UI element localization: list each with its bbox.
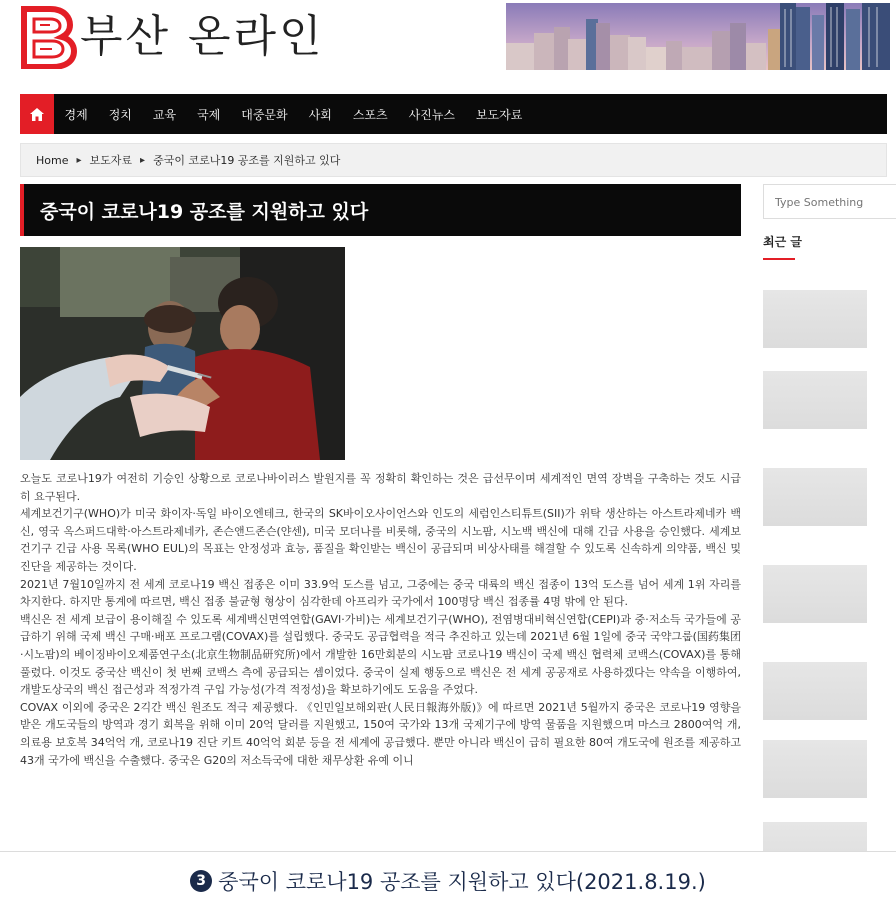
search-input[interactable] xyxy=(764,185,896,219)
nav-item-sports[interactable]: 스포츠 xyxy=(352,107,388,122)
article-paragraph: 세계보건기구(WHO)가 미국 화이자·독일 바이오엔테크, 한국의 SK바이오사이언스와 인도의 세럼인스티튜트(SII)가 위탁 생산하는 아스트라제네카 백신, 영국 옥스퍼드대학·아스트라제네카, 존슨앤드존슨(얀센), 미국 모더나를 비롯해, 중국의 시노팜, 시노백 백신에 대해 긴급 사용을 승인했다. 세계보건기구 긴급 사용 목록(WHO EUL)의 목표는 안정성과 효능, 품질을 확인받는 백신이 공급되며 비상사태를 해결할 수 있도록 신속하게 의약품, 백신 및 진단을 제공하는 것이다. xyxy=(20,507,741,573)
article-paragraph: 2021년 7월10일까지 전 세계 코로나19 백신 접종은 이미 33.9억 도스를 넘고, 그중에는 중국 대륙의 백신 접종이 13억 도스를 넘어 세계 1위 자리를 차지한다. 하지만 통계에 따르면, 백신 접종 불균형 형상이 심각한데 아프리카 국가에서 100명당 백신 접종률 4명 밖에 안 된다. xyxy=(20,577,741,609)
breadcrumb-current: 중국이 코로나19 공조를 지원하고 있다 xyxy=(153,154,341,167)
breadcrumb-category-link[interactable]: 보도자료 xyxy=(89,154,133,167)
heading-underline xyxy=(763,258,795,260)
header-banner-image xyxy=(506,3,890,70)
recent-posts-heading: 최근 글 xyxy=(763,235,802,249)
site-logo[interactable] xyxy=(20,4,325,70)
nav-item-press-release[interactable]: 보도자료 xyxy=(475,107,523,122)
recent-post-thumbnail[interactable] xyxy=(763,468,867,526)
nav-item-society[interactable]: 사회 xyxy=(308,107,332,122)
recent-post-thumbnail[interactable] xyxy=(763,371,867,429)
article-paragraph: 오늘도 코로나19가 여전히 기승인 상황으로 코로나바이러스 발원지를 꼭 정확히 확인하는 것은 급선무이며 세계적인 면역 장벽을 구축하는 것도 시급히 요구된다. xyxy=(20,472,741,503)
article-title-box xyxy=(20,184,741,236)
nav-item-education[interactable]: 교육 xyxy=(152,107,177,122)
logo-b-icon xyxy=(20,5,78,69)
recent-post-thumbnail[interactable] xyxy=(763,565,867,623)
breadcrumb-home-link[interactable]: Home xyxy=(36,153,69,167)
article-photo xyxy=(20,247,345,460)
logo-text: 부산 온라인 xyxy=(80,11,325,62)
article-paragraph: COVAX 이외에 중국은 2긱간 백신 원조도 적극 제공했다. 《인민일보해외판(人民日報海外版)》에 따르면 2021년 5월까지 중국은 코로나19 영향을 받은 개도국들의 방역과 경기 회복을 위해 이미 20억 달러를 지원했고, 150여 국가와 13개 국제기구에 방역 물품을 지원했으며 마스크 2800여억 개, 의료용 보호복 34억억 개, 코로나19 진단 키트 40억억 회분 등을 전 세계에 공급했다. 뿐만 아니라 백신이 급히 필요한 80여 개도국에 원조를 제공하고 43개 국가에 백신을 수출했다. 중국은 G20의 저소득국에 대한 채무상환 유예 이니 xyxy=(20,700,741,767)
nav-item-pop-culture[interactable]: 대중문화 xyxy=(241,107,288,122)
article-paragraph: 백신은 전 세계 보급이 용이해질 수 있도록 세계백신면역연합(GAVI·가비)는 세계보건기구(WHO), 전염병대비혁신연합(CEPI)과 중·저소득 국가들에 공급하기 위해 국제 백신 구매·배포 프로그램(COVAX)를 설립했다. 중국도 공급협력을 적극 추진하고 있는데 2021년 6월 1일에 중국 국약그룹(国药集团·시노팜)의 베이징바이오제품연구소(北京生物制品研究所)에서 개발한 16만회분의 시노팜 코로나19 백신이 국제 백신 협력체 코백스(COVAX)를 통해 풀렸다. 이것도 중국산 백신이 첫 번째 코백스 측에 공급되는 셈이었다. 중국이 실제 행동으로 백신은 전 세계 공공재로 사용하겠다는 약속을 이행하여, 개발도상국의 백신 접근성과 적정가격 구입 가능성(가격 적정성)을 확보하기에도 도움을 주었다. xyxy=(20,612,741,697)
recent-post-thumbnail[interactable] xyxy=(763,740,867,798)
nav-item-economy[interactable]: 경제 xyxy=(64,107,88,122)
caption-text: 중국이 코로나19 공조를 지원하고 있다(2021.8.19.) xyxy=(218,870,706,894)
site-header xyxy=(0,0,896,88)
caption-number-badge: 3 xyxy=(190,870,212,892)
article-title: 중국이 코로나19 공조를 지원하고 있다 xyxy=(40,200,369,223)
article-body xyxy=(20,470,741,769)
sidebar-search-box xyxy=(763,184,896,219)
nav-item-international[interactable]: 국제 xyxy=(197,107,221,122)
recent-post-thumbnail[interactable] xyxy=(763,662,867,720)
home-icon xyxy=(30,108,44,121)
nav-item-politics[interactable]: 정치 xyxy=(108,107,132,122)
breadcrumb xyxy=(20,143,887,177)
figure-caption xyxy=(0,851,896,910)
main-navigation xyxy=(20,94,887,134)
chevron-right-icon: ▸ xyxy=(76,154,82,166)
chevron-right-icon: ▸ xyxy=(140,154,146,166)
nav-item-photo-news[interactable]: 사진뉴스 xyxy=(408,107,455,122)
nav-home-button[interactable] xyxy=(20,94,54,134)
recent-post-thumbnail[interactable] xyxy=(763,290,867,348)
